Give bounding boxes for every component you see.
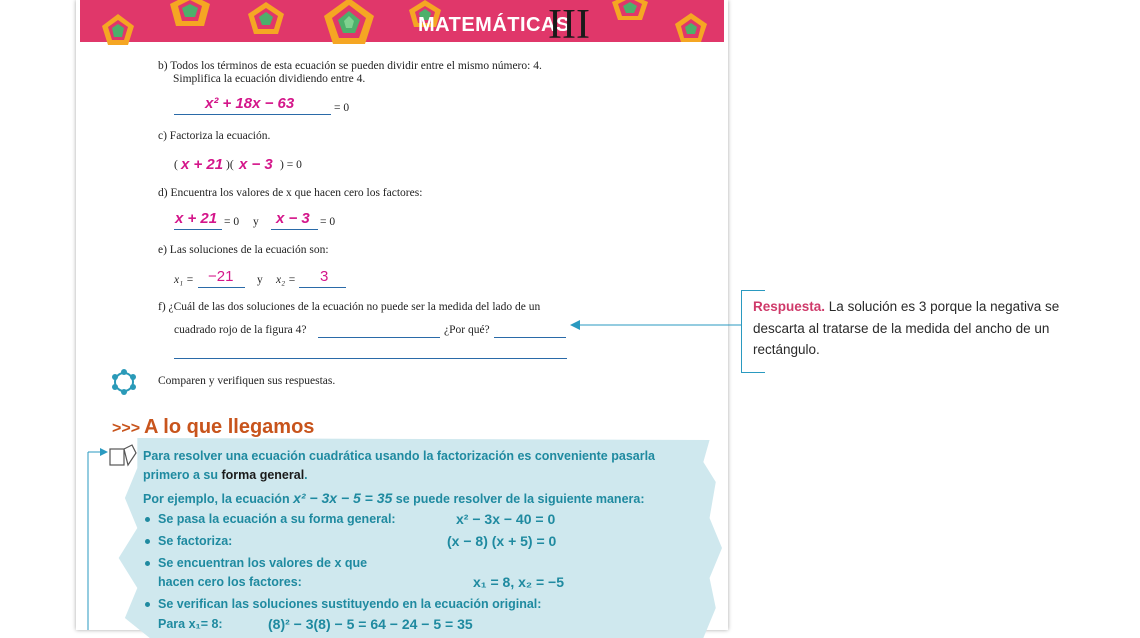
bullet-icon — [145, 517, 150, 522]
item-d-conjunction: y — [253, 216, 259, 228]
answer-note-label: Respuesta. — [753, 299, 826, 314]
item-d-eq2: = 0 — [320, 216, 336, 228]
step2-value: (x − 8) (x + 5) = 0 — [447, 533, 557, 549]
step3-label-line1: Se encuentran los valores de x que — [158, 556, 368, 570]
step1-label: Se pasa la ecuación a su forma general: — [158, 512, 396, 526]
item-e-x2-value: 3 — [320, 268, 329, 285]
item-d-eq1: = 0 — [224, 216, 240, 228]
item-f-prompt-line1: f) ¿Cuál de las dos soluciones de la ecuación no puede ser la medida del lado de un — [158, 301, 541, 313]
team-work-icon — [110, 368, 138, 396]
item-e-x1-label: x₁ = — [174, 274, 194, 286]
item-f-answer-line1 — [318, 337, 440, 338]
summary-example-tail: se puede resolver de la siguiente manera: — [392, 492, 645, 506]
book-icon — [108, 443, 140, 467]
section-heading — [112, 416, 314, 439]
step3-label-line2: hacen cero los factores: — [158, 575, 302, 589]
bullet-icon — [145, 602, 150, 607]
note-bracket-top — [741, 290, 765, 291]
summary-intro-line1: Para resolver una ecuación cuadrática usando la factorización es conveniente pasarla — [143, 449, 656, 463]
summary-example-equation: x² − 3x − 5 = 35 — [293, 490, 393, 506]
item-b-answer-line — [174, 114, 331, 115]
compare-instruction: Comparen y verifiquen sus respuestas. — [158, 375, 336, 387]
bullet-icon — [145, 561, 150, 566]
item-e-prompt: e) Las soluciones de la ecuación son: — [158, 244, 329, 256]
bullet-icon — [145, 539, 150, 544]
item-f-answer-line3 — [174, 358, 567, 359]
item-b-answer: x² + 18x − 63 — [205, 95, 295, 112]
item-e-x1-line — [198, 287, 245, 288]
item-c-mid: )( — [226, 159, 234, 171]
item-f-prompt-line2b: ¿Por qué? — [444, 324, 490, 336]
step2-label: Se factoriza: — [158, 534, 233, 548]
subject-title: MATEMÁTICAS — [418, 14, 570, 36]
item-b-prompt-line2: Simplifica la ecuación dividiendo entre 4. — [173, 73, 366, 85]
item-c-open: ( — [174, 159, 178, 171]
summary-intro-text: primero a su — [143, 468, 222, 482]
summary-example-text: Por ejemplo, la ecuación — [143, 492, 294, 506]
item-e-x2-label: x₂ = — [276, 274, 296, 286]
pentagon-decoration-icon — [100, 12, 136, 48]
item-b-suffix: = 0 — [334, 102, 350, 114]
summary-example — [143, 490, 645, 506]
check-value: (8)² − 3(8) − 5 = 64 − 24 − 5 = 35 — [268, 616, 473, 632]
volume-number: III — [548, 2, 590, 48]
pointer-arrow-icon — [568, 318, 744, 332]
section-title: A lo que llegamos — [144, 416, 315, 438]
item-c-factor2: x − 3 — [239, 156, 273, 173]
item-c-close: ) = 0 — [280, 159, 302, 171]
item-d-prompt: d) Encuentra los valores de x que hacen cero los factores: — [158, 187, 423, 199]
summary-intro-period: . — [304, 468, 308, 482]
pentagon-decoration-icon — [610, 0, 650, 22]
answer-note — [753, 296, 1073, 361]
item-c-factor1: x + 21 — [181, 156, 224, 173]
item-c-prompt: c) Factoriza la ecuación. — [158, 130, 271, 142]
section-arrows: >>> — [112, 420, 141, 437]
pentagon-decoration-icon — [322, 0, 376, 46]
item-e-x2-line — [299, 287, 346, 288]
item-e-x1-value: −21 — [208, 268, 234, 285]
item-d-answer2: x − 3 — [276, 210, 310, 227]
item-d-answer2-line — [271, 229, 318, 230]
item-f-prompt-line2a: cuadrado rojo de la figura 4? — [174, 324, 307, 336]
step1-value: x² − 3x − 40 = 0 — [456, 511, 556, 527]
pentagon-decoration-icon — [246, 0, 286, 36]
step3-value: x₁ = 8, x₂ = −5 — [473, 574, 565, 590]
check-label: Para x₁= 8: — [158, 617, 223, 631]
step4-label: Se verifican las soluciones sustituyendo en la ecuación original: — [158, 597, 542, 611]
answer-note-text: La solución es 3 porque la negativa se descarta al tratarse de la medida del ancho de un rectángulo. — [753, 299, 1060, 357]
item-d-answer1-line — [174, 229, 222, 230]
note-bracket — [741, 290, 742, 373]
item-b-prompt-line1: b) Todos los términos de esta ecuación se pueden dividir entre el mismo número: 4. — [158, 60, 542, 72]
summary-general-form: forma general — [221, 468, 305, 482]
pentagon-decoration-icon — [674, 12, 708, 44]
item-e-conjunction: y — [257, 274, 263, 286]
item-d-answer1: x + 21 — [175, 210, 218, 227]
item-f-answer-line2 — [494, 337, 566, 338]
summary-intro-line2 — [143, 468, 308, 482]
left-bracket-arrow-icon — [84, 446, 110, 630]
note-bracket-bottom — [741, 372, 765, 373]
pentagon-decoration-icon — [168, 0, 212, 28]
